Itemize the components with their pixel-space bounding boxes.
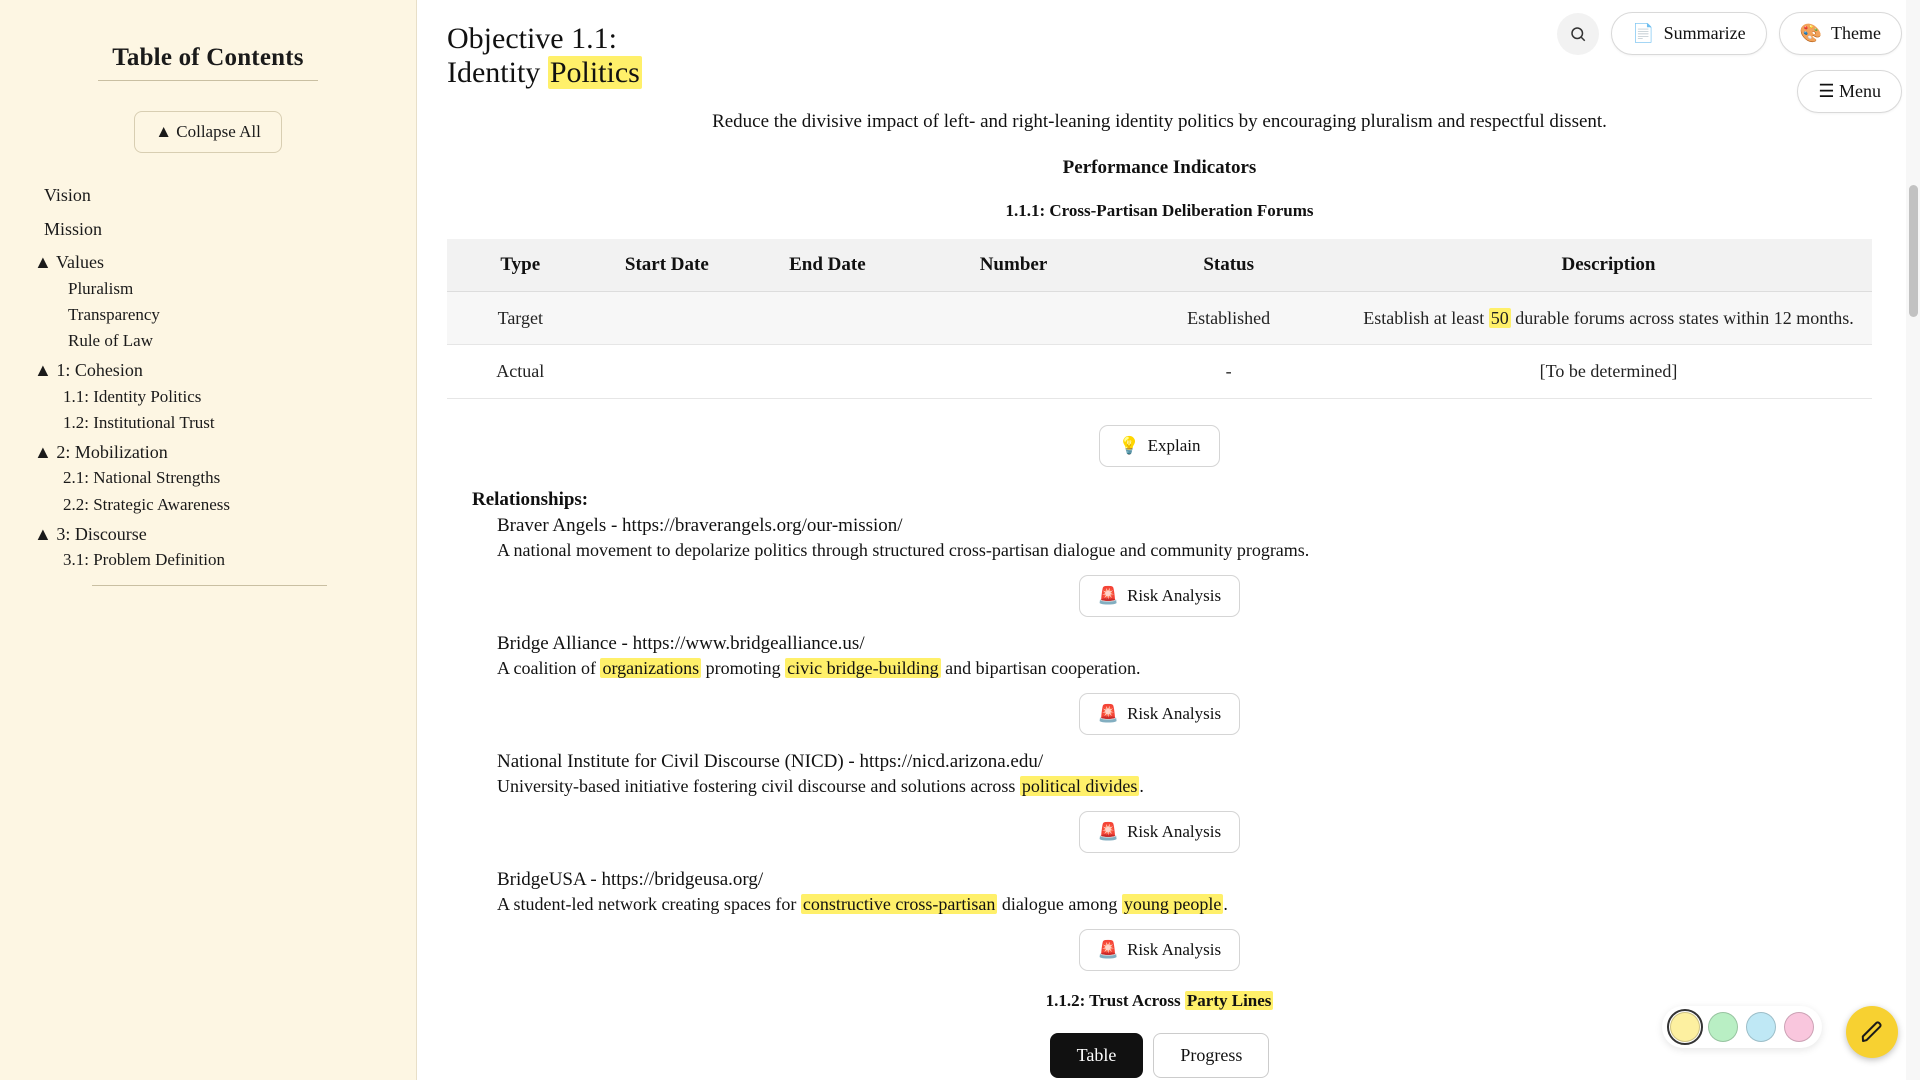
tab-table[interactable]: Table bbox=[1050, 1033, 1144, 1078]
pencil-icon bbox=[1860, 1020, 1884, 1044]
indicator-2-heading-plain: 1.1.2: Trust Across bbox=[1045, 990, 1185, 1010]
sidebar-group-cohesion[interactable]: ▲ 1: Cohesion bbox=[34, 360, 143, 381]
table-row[interactable] bbox=[447, 345, 1872, 398]
performance-indicators-heading: Performance Indicators bbox=[1062, 157, 1257, 179]
toc-list bbox=[0, 179, 416, 586]
search-icon bbox=[1569, 25, 1587, 43]
relationship-desc-part: A coalition of bbox=[497, 658, 601, 679]
cell-description bbox=[1345, 292, 1872, 345]
warning-icon: 🚨 bbox=[1097, 585, 1120, 605]
sidebar-group-discourse[interactable]: ▲ 3: Discourse bbox=[34, 523, 147, 544]
risk-analysis-row bbox=[447, 811, 1872, 853]
sidebar-item-vision[interactable]: Vision bbox=[44, 185, 91, 205]
table-of-contents-sidebar bbox=[0, 0, 417, 1080]
relationship-description bbox=[447, 774, 1872, 798]
sidebar-item-identity-politics[interactable]: 1.1: Identity Politics bbox=[63, 386, 202, 406]
relationship-item bbox=[447, 749, 1872, 853]
tab-progress[interactable]: Progress bbox=[1153, 1033, 1269, 1078]
relationship-desc-highlight: organizations bbox=[602, 658, 700, 679]
scrollbar-track[interactable] bbox=[1906, 0, 1920, 1080]
column-header-end-date[interactable]: End Date bbox=[740, 239, 914, 292]
cell-start-date bbox=[594, 292, 741, 345]
relationship-desc-part: A student-led network creating spaces for bbox=[497, 894, 801, 915]
highlight-color-palette bbox=[1662, 1006, 1822, 1048]
document-icon: 📄 bbox=[1632, 23, 1655, 43]
cell-status: Established bbox=[1112, 292, 1345, 345]
top-toolbar bbox=[1557, 12, 1902, 55]
relationship-desc-highlight: constructive cross-partisan bbox=[802, 894, 996, 915]
explain-button[interactable] bbox=[1099, 425, 1219, 467]
summarize-label: Summarize bbox=[1663, 23, 1746, 43]
relationship-name[interactable]: BridgeUSA - https://bridgeusa.org/ bbox=[497, 868, 764, 890]
risk-analysis-row bbox=[447, 693, 1872, 735]
cell-end-date bbox=[740, 345, 914, 398]
cell-number bbox=[915, 292, 1113, 345]
relationship-name[interactable]: Bridge Alliance - https://www.bridgealliance.us/ bbox=[497, 632, 865, 654]
relationship-item bbox=[447, 631, 1872, 735]
menu-button[interactable]: ☰ Menu bbox=[1797, 70, 1902, 113]
swatch-yellow[interactable] bbox=[1670, 1012, 1700, 1042]
cell-type: Target bbox=[447, 292, 594, 345]
cell-description-pre: Establish at least bbox=[1363, 308, 1489, 329]
objective-title-plain: Identity bbox=[447, 55, 548, 89]
table-row[interactable] bbox=[447, 292, 1872, 345]
relationship-item bbox=[447, 513, 1872, 617]
column-header-start-date[interactable]: Start Date bbox=[594, 239, 741, 292]
toc-title-divider bbox=[98, 80, 318, 81]
theme-label: Theme bbox=[1831, 23, 1881, 43]
cell-end-date bbox=[740, 292, 914, 345]
sidebar-group-values[interactable]: ▲ Values bbox=[34, 252, 104, 273]
warning-icon: 🚨 bbox=[1097, 821, 1120, 841]
column-header-description[interactable]: Description bbox=[1345, 239, 1872, 292]
indicator-1-heading: 1.1.1: Cross-Partisan Deliberation Forums bbox=[1005, 201, 1314, 221]
relationship-desc-part: and bipartisan cooperation. bbox=[940, 658, 1141, 679]
sidebar-item-rule-of-law[interactable]: Rule of Law bbox=[68, 330, 153, 350]
risk-analysis-button[interactable] bbox=[1079, 811, 1240, 853]
sidebar-item-pluralism[interactable]: Pluralism bbox=[68, 278, 134, 298]
summarize-button[interactable] bbox=[1611, 12, 1766, 55]
cell-description-highlight: 50 bbox=[1490, 308, 1509, 329]
indicator-2-heading-highlight: Party Lines bbox=[1186, 990, 1272, 1010]
toc-title: Table of Contents bbox=[112, 44, 304, 71]
risk-analysis-button[interactable] bbox=[1079, 929, 1240, 971]
sidebar-item-transparency[interactable]: Transparency bbox=[68, 304, 160, 324]
scrollbar-thumb[interactable] bbox=[1909, 185, 1918, 317]
column-header-number[interactable]: Number bbox=[915, 239, 1113, 292]
risk-analysis-row bbox=[447, 929, 1872, 971]
relationship-desc-highlight: civic bridge-building bbox=[787, 658, 939, 679]
performance-indicator-table bbox=[447, 239, 1872, 399]
toc-bottom-divider bbox=[92, 585, 327, 586]
warning-icon: 🚨 bbox=[1097, 703, 1120, 723]
cell-number bbox=[915, 345, 1113, 398]
table-header-row bbox=[447, 239, 1872, 292]
relationship-desc-part: dialogue among bbox=[997, 894, 1122, 915]
swatch-green[interactable] bbox=[1708, 1012, 1738, 1042]
relationship-desc-highlight: political divides bbox=[1021, 776, 1138, 797]
risk-analysis-button[interactable] bbox=[1079, 575, 1240, 617]
column-header-type[interactable]: Type bbox=[447, 239, 594, 292]
risk-analysis-label: Risk Analysis bbox=[1127, 703, 1222, 723]
sidebar-item-institutional-trust[interactable]: 1.2: Institutional Trust bbox=[63, 412, 215, 432]
objective-number: Objective 1.1: bbox=[447, 22, 617, 55]
collapse-all-button[interactable]: ▲ Collapse All bbox=[134, 111, 282, 153]
relationship-name[interactable]: National Institute for Civil Discourse (NICD) - https://nicd.arizona.edu/ bbox=[497, 750, 1044, 772]
main-content bbox=[417, 0, 1920, 1080]
relationship-desc-part: promoting bbox=[701, 658, 786, 679]
cell-description: [To be determined] bbox=[1345, 345, 1872, 398]
relationship-desc-highlight: young people bbox=[1123, 894, 1222, 915]
risk-analysis-label: Risk Analysis bbox=[1127, 585, 1222, 605]
relationship-description bbox=[447, 892, 1872, 916]
column-header-status[interactable]: Status bbox=[1112, 239, 1345, 292]
edit-fab-button[interactable] bbox=[1846, 1006, 1898, 1058]
cell-type: Actual bbox=[447, 345, 594, 398]
relationship-description bbox=[447, 656, 1872, 680]
cell-description-post: durable forums across states within 12 months. bbox=[1510, 308, 1854, 329]
swatch-pink[interactable] bbox=[1784, 1012, 1814, 1042]
risk-analysis-row bbox=[447, 575, 1872, 617]
relationship-desc-part: University-based initiative fostering civil discourse and solutions across bbox=[497, 776, 1020, 797]
explain-button-row bbox=[447, 425, 1872, 467]
relationship-description bbox=[447, 538, 1872, 562]
objective-description: Reduce the divisive impact of left- and right-leaning identity politics by encouraging pluralism and respectful dissent. bbox=[712, 111, 1607, 133]
document-body bbox=[417, 0, 1902, 1080]
objective-title bbox=[447, 56, 1872, 90]
relationship-desc-part: . bbox=[1139, 776, 1144, 797]
risk-analysis-label: Risk Analysis bbox=[1127, 939, 1222, 959]
sidebar-item-mission[interactable]: Mission bbox=[44, 218, 103, 239]
theme-button[interactable] bbox=[1779, 12, 1902, 55]
swatch-blue[interactable] bbox=[1746, 1012, 1776, 1042]
explain-button-label: Explain bbox=[1147, 435, 1201, 455]
relationship-desc-part: . bbox=[1223, 894, 1228, 915]
sidebar-item-national-strengths[interactable]: 2.1: National Strengths bbox=[63, 468, 221, 488]
sidebar-group-mobilization[interactable]: ▲ 2: Mobilization bbox=[34, 441, 168, 462]
relationship-desc-part: A national movement to depolarize politics through structured cross-partisan dialogue and community programs. bbox=[497, 540, 1310, 561]
risk-analysis-button[interactable] bbox=[1079, 693, 1240, 735]
relationship-item bbox=[447, 867, 1872, 971]
search-button[interactable] bbox=[1557, 13, 1599, 55]
view-tabs bbox=[447, 1033, 1872, 1078]
palette-icon: 🎨 bbox=[1799, 23, 1823, 43]
sidebar-item-problem-definition[interactable]: 3.1: Problem Definition bbox=[63, 550, 225, 570]
objective-title-highlight: Politics bbox=[549, 55, 640, 89]
sidebar-item-strategic-awareness[interactable]: 2.2: Strategic Awareness bbox=[63, 494, 230, 514]
cell-status: - bbox=[1112, 345, 1345, 398]
relationships-title: Relationships: bbox=[472, 488, 589, 510]
cell-start-date bbox=[594, 345, 741, 398]
relationship-name[interactable]: Braver Angels - https://braverangels.org/our-mission/ bbox=[497, 514, 903, 536]
warning-icon: 🚨 bbox=[1097, 939, 1120, 959]
lightbulb-icon: 💡 bbox=[1118, 435, 1140, 455]
risk-analysis-label: Risk Analysis bbox=[1127, 821, 1222, 841]
indicator-2-heading bbox=[447, 991, 1872, 1011]
